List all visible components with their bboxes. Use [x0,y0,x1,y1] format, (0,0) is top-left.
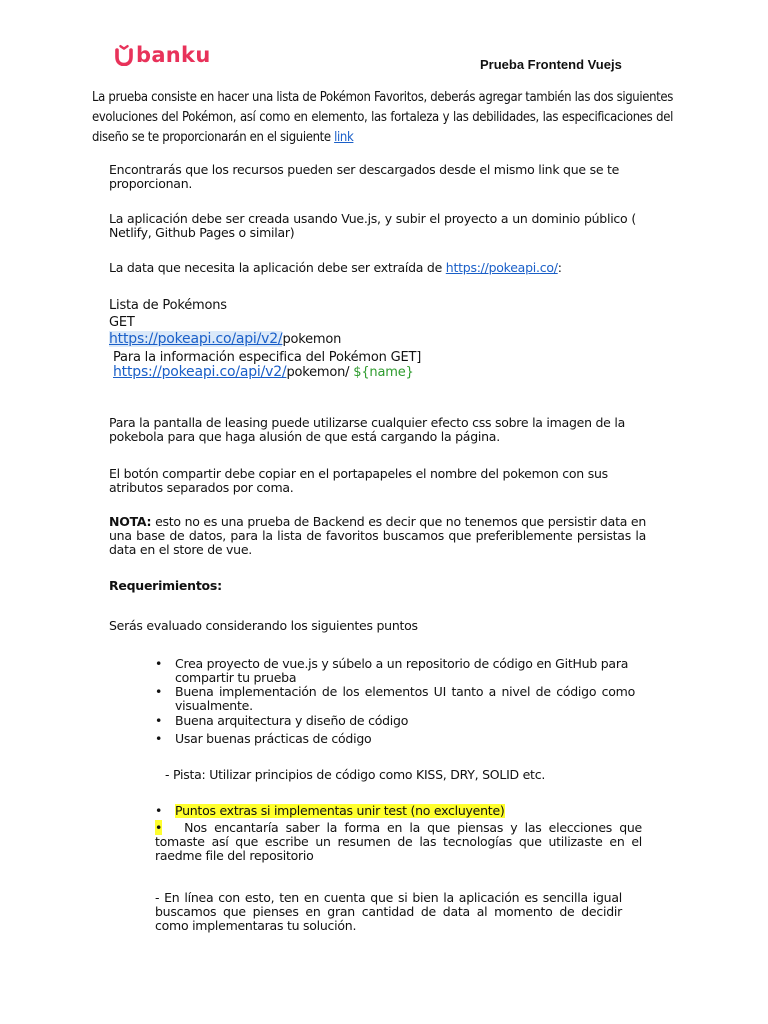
detail-title: Para la información especifica del Pokémon GET] [113,350,422,365]
thinking-paragraph [155,821,642,863]
pokeapi-link[interactable]: https://pokeapi.co/ [445,260,558,275]
requirements-heading: Requerimientos: [109,578,222,593]
intro-text: La prueba consiste en hacer una lista de Pokémon Favoritos, deberás agregar también las dos siguientes evoluciones del Pokémon, así como en elemento, las fortaleza y las debilidades, las especificaciones del diseño se te proporcionarán en el siguiente [92,90,673,145]
requirement-text-3: Buena arquitectura y diseño de código [175,713,409,728]
data-source-paragraph [109,261,669,275]
logo-text: banku [136,43,211,67]
ubanku-u-icon [114,44,134,66]
document-title: Prueba Frontend Vuejs [480,57,622,72]
detail-endpoint-line [113,364,414,381]
requirements-intro: Serás evaluado considerando los siguientes puntos [109,618,418,633]
requirement-text-2: Buena implementación de los elementos UI tanto a nivel de código como visualmente. [175,684,635,713]
detail-param: ${name} [353,365,414,380]
requirement-item [155,657,635,685]
closing-paragraph: - En línea con esto, ten en cuenta que si bien la aplicación es sencilla igual buscamos que pienses en gran cantidad de data al momento de decidir como implementaras tu solución. [155,890,622,933]
extra-item [155,804,635,818]
bullet-icon: • [155,684,163,699]
bullet-icon: • [155,713,163,728]
bullet-icon: • [155,731,163,746]
resources-paragraph: Encontrarás que los recursos pueden ser descargados desde el mismo link que se te proporcionan. [109,162,620,191]
hint-text: - Pista: Utilizar principios de código como KISS, DRY, SOLID etc. [165,767,546,782]
bullet-icon: • [155,820,163,835]
requirement-item [155,732,635,746]
design-link[interactable]: link [334,130,354,145]
note-label: NOTA: [109,514,152,529]
requirement-text-1: Crea proyecto de vue.js y súbelo a un repositorio de código en GitHub para compartir tu prueba [175,656,629,685]
intro-paragraph [92,88,673,148]
extra-text: Puntos extras si implementas unir test (no excluyente) [175,803,505,818]
requirement-text-4: Usar buenas prácticas de código [175,731,372,746]
leasing-paragraph: Para la pantalla de leasing puede utilizarse cualquier efecto css sobre la imagen de la pokebola para que haga alusión de que está cargando la página. [109,415,625,444]
note-paragraph [109,515,646,557]
list-method: GET [109,315,135,330]
ubanku-logo [114,43,211,67]
list-title: Lista de Pokémons [109,298,227,313]
api-base-link[interactable]: https://pokeapi.co/api/v2/ [109,331,283,347]
list-endpoint: pokemon [282,332,342,347]
app-paragraph: La aplicación debe ser creada usando Vue.js, y subir el proyecto a un dominio público ( Netlify, Github Pages o similar) [109,211,636,240]
data-source-text: La data que necesita la aplicación debe ser extraída de [109,260,443,275]
bullet-icon: • [155,803,163,818]
share-paragraph: El botón compartir debe copiar en el portapapeles el nombre del pokemon con sus atributos separados por coma. [109,466,608,495]
requirement-item [155,714,635,728]
detail-endpoint: pokemon/ [286,365,350,380]
list-endpoint-line [109,331,341,348]
data-source-suffix: : [557,260,562,275]
api-base-link-detail[interactable]: https://pokeapi.co/api/v2/ [113,364,287,380]
requirement-item [155,685,635,713]
note-text: esto no es una prueba de Backend es decir que no tenemos que persistir data en una base de datos, para la lista de favoritos buscamos que preferiblemente persistas la data en el store de vue. [109,514,646,557]
thinking-text: Nos encantaría saber la forma en la que piensas y las elecciones que tomaste así que escribe un resumen de las tecnologías que utilizaste en el raedme file del repositorio [155,820,642,863]
bullet-icon: • [155,656,163,671]
